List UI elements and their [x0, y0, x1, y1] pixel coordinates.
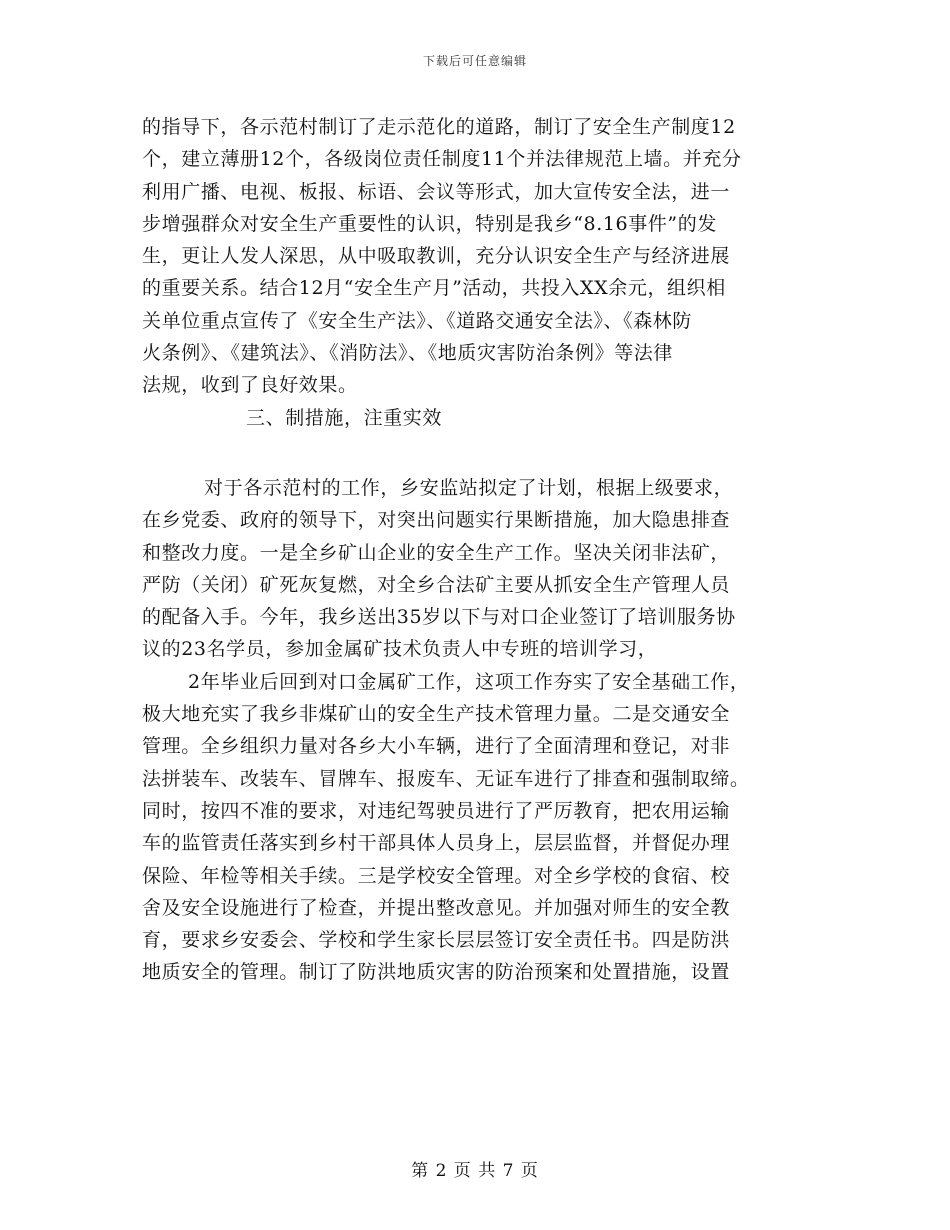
- text-line: 生，更让人发人深思，从中吸取教训，充分认识安全生产与经济进展: [142, 245, 731, 268]
- text-line: 法规，收到了良好效果。: [142, 374, 358, 397]
- document-body: [142, 111, 832, 989]
- paragraph-gap: [142, 434, 832, 472]
- text-line: 步增强群众对安全生产重要性的认识，特别是我乡“8.16事件”的发: [142, 212, 717, 235]
- text-line: 管理。全乡组织力量对各乡大小车辆，进行了全面清理和登记，对非: [142, 735, 731, 758]
- text-line: 严防（关闭）矿死灰复燃，对全乡合法矿主要从抓安全生产管理人员: [142, 573, 731, 596]
- text-line: 关单位重点宣传了《安全生产法》、《道路交通安全法》、《森林防: [142, 309, 693, 332]
- text-line: 个，建立薄册12个，各级岗位责任制度11个并法律规范上墙。并充分: [142, 148, 742, 171]
- paragraph-safety-promotion: [142, 111, 832, 402]
- page-header: 下载后可任意编辑: [422, 54, 527, 68]
- text-line: 和整改力度。一是全乡矿山企业的安全生产工作。坚决关闭非法矿，: [142, 541, 731, 564]
- text-line: 利用广播、电视、板报、标语、会议等形式，加大宣传安全法，进一: [142, 180, 731, 203]
- text-line: 的重要关系。结合12月“安全生产月”活动，共投入XX余元，组织相: [142, 277, 726, 300]
- text-line: 2年毕业后回到对口金属矿工作，这项工作夯实了安全基础工作，: [188, 670, 750, 693]
- text-line: 的指导下，各示范村制订了走示范化的道路，制订了安全生产制度12: [142, 116, 736, 138]
- paragraph-measures: [142, 472, 832, 666]
- text-line: 地质安全的管理。制订了防洪地质灾害的防治预案和处置措施，设置: [142, 961, 731, 984]
- text-line: 同时，按四不准的要求，对违纪驾驶员进行了严厉教育，把农用运输: [142, 799, 731, 822]
- text-line: 对于各示范村的工作，乡安监站拟定了计划，根据上级要求，: [204, 476, 734, 499]
- text-line: 火条例》、《建筑法》、《消防法》、《地质灾害防治条例》等法律: [142, 342, 674, 365]
- text-line: 舍及安全设施进行了检查，并提出整改意见。并加强对师生的安全教: [142, 896, 731, 919]
- text-line: 极大地充实了我乡非煤矿山的安全生产技术管理力量。二是交通安全: [142, 703, 731, 726]
- text-line: 育，要求乡安委会、学校和学生家长层层签订安全责任书。四是防洪: [142, 929, 731, 952]
- text-line: 车的监管责任落实到乡村干部具体人员身上，层层监督，并督促办理: [142, 832, 731, 855]
- paragraph-management: [142, 666, 832, 989]
- text-line: 的配备入手。今年，我乡送出35岁以下与对口企业签订了培训服务协: [142, 606, 736, 629]
- text-line: 在乡党委、政府的领导下，对突出问题实行果断措施，加大隐患排查: [142, 509, 731, 532]
- page-number: 第 2 页 共 7 页: [411, 1161, 539, 1181]
- text-line: 保险、年检等相关手续。三是学校安全管理。对全乡学校的食宿、校: [142, 864, 731, 887]
- text-line: 议的23名学员，参加金属矿技术负责人中专班的培训学习，: [142, 638, 658, 661]
- section-heading: 三、制措施，注重实效: [246, 406, 443, 429]
- text-line: 法拼装车、改装车、冒牌车、报废车、无证车进行了排查和强制取缔。: [142, 767, 750, 790]
